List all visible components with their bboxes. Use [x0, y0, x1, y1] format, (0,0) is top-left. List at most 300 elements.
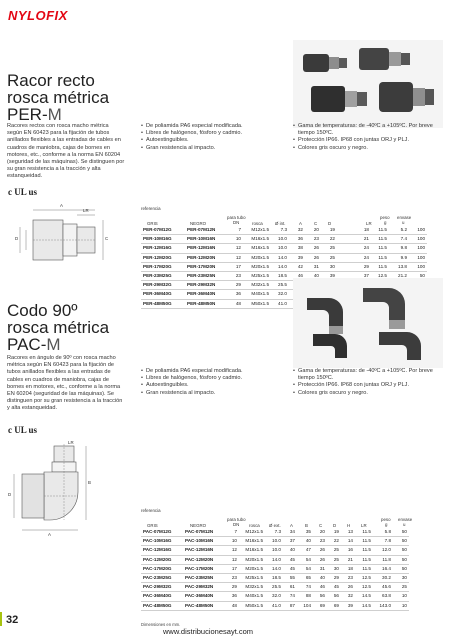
table-cell: PAC-17M20G — [141, 564, 183, 573]
col-c: C — [314, 221, 318, 226]
table-cell: 20 — [313, 528, 327, 537]
table-row — [141, 244, 427, 253]
table-cell: 48 — [225, 601, 239, 610]
col-gris: GRIS — [147, 523, 158, 528]
feature-item: • Protección IP66. IP68 con juntas ORJ y PLJ. — [293, 137, 443, 144]
section1-certifications — [8, 182, 68, 196]
table-cell: 21 — [337, 235, 371, 244]
table-cell: 11.5 — [371, 262, 389, 271]
table-referencia-label: referencia — [141, 206, 161, 211]
table-cell: 11.5 — [371, 226, 389, 235]
table-cell: PAC-12M20N — [183, 555, 225, 564]
table-cell: 12 — [225, 546, 239, 555]
table-cell: PER-36M40N — [185, 290, 229, 299]
ul-certification-icon: c UL us — [8, 187, 38, 197]
table-cell: 54 — [297, 564, 313, 573]
table-cell: M40x1.5 — [239, 592, 265, 601]
feature-item: • Gran resistencia al impacto. — [141, 390, 281, 397]
table-cell: 24 — [337, 253, 371, 262]
table-cell: M40x1.5 — [243, 290, 271, 299]
col-d: D — [333, 523, 337, 528]
section1-code: PER- — [7, 105, 48, 124]
table-cell: PAC-07M12G — [141, 528, 183, 537]
table-cell: PAC-29M32N — [183, 583, 225, 592]
table-cell: 26 — [305, 253, 321, 262]
col-rosca: rosca — [249, 523, 260, 528]
table-cell: 18.5 — [265, 574, 283, 583]
table-cell: 5.8 — [373, 528, 393, 537]
col-negro: NEGRO — [190, 221, 207, 226]
table-cell: 9.9 — [389, 253, 409, 262]
table-cell: M12x1.5 — [243, 226, 271, 235]
table-cell: 40 — [283, 546, 297, 555]
table-cell: 100 — [409, 226, 427, 235]
dim-lr-label: LR — [68, 440, 74, 445]
section2-technical-drawing — [8, 440, 133, 595]
table-cell: 26 — [313, 555, 327, 564]
table-cell: 40 — [313, 574, 327, 583]
nylofix-logo — [8, 7, 80, 23]
table-cell: PAC-12M16N — [183, 546, 225, 555]
table-cell: 23 — [229, 272, 243, 281]
table-cell: 61 — [283, 583, 297, 592]
table-row — [141, 546, 409, 555]
table-cell: 37 — [283, 537, 297, 546]
col-oext: Ø ext. — [269, 523, 281, 528]
table-cell: 7 — [229, 226, 243, 235]
table-cell: M20x1.5 — [239, 555, 265, 564]
table-cell: PER-17M20N — [185, 262, 229, 271]
table-cell: 88 — [297, 592, 313, 601]
table-row — [141, 564, 409, 573]
table-cell: PER-12M16N — [185, 244, 229, 253]
table-cell: 7.3 — [265, 528, 283, 537]
col-dn: DN — [233, 522, 240, 527]
table-cell: 7 — [225, 528, 239, 537]
dim-d-label: D — [8, 492, 12, 497]
table-cell: 9.8 — [389, 244, 409, 253]
table-cell: 19 — [321, 226, 337, 235]
table-cell: PER-07M12N — [185, 226, 229, 235]
table-row — [141, 226, 427, 235]
col-oint: Ø int. — [275, 221, 286, 226]
table-cell: 30 — [327, 564, 341, 573]
table-cell: 23 — [341, 574, 355, 583]
table-cell: 12 — [229, 253, 243, 262]
dim-d-label: D — [15, 236, 19, 241]
col-envase: envase — [397, 215, 412, 220]
col-lr: LR — [361, 523, 367, 528]
table-cell: 11.5 — [355, 546, 373, 555]
table-cell: 7.8 — [373, 537, 393, 546]
table-cell: 16 — [341, 546, 355, 555]
table-cell: PAC-48M50N — [183, 601, 225, 610]
table-row — [141, 601, 409, 610]
section2-certifications — [8, 420, 68, 434]
table-cell: 32 — [289, 226, 305, 235]
page-number: 32 — [6, 614, 19, 626]
table-cell: 24 — [337, 244, 371, 253]
table-cell: PER-23M25N — [185, 272, 229, 281]
dim-b-label: B — [88, 480, 91, 485]
table-cell: PER-12M16G — [141, 244, 185, 253]
section2-code: PAC- — [7, 335, 47, 354]
table-cell: 11.8 — [373, 555, 393, 564]
col-envase-unit: u — [403, 522, 406, 527]
table-cell: PAC-36M40G — [141, 592, 183, 601]
table-cell: 56 — [313, 592, 327, 601]
table-cell: M16x1.5 — [243, 244, 271, 253]
col-peso-unit: g — [385, 522, 388, 527]
dimensions-note: Dimensiones en mm. — [141, 622, 181, 627]
section1-features-b — [293, 123, 443, 152]
table-cell: 23 — [313, 537, 327, 546]
table-row — [141, 592, 409, 601]
table-header — [141, 211, 445, 226]
table-cell: M32x1.5 — [243, 281, 271, 290]
table-cell: 38 — [289, 244, 305, 253]
table-cell: 100 — [409, 253, 427, 262]
table-cell: 63.8 — [373, 592, 393, 601]
table-cell: 7.3 — [271, 226, 289, 235]
table-cell: 12.5 — [355, 583, 373, 592]
feature-item: • Autoextinguibles. — [141, 137, 281, 144]
table-cell: PER-07M12G — [141, 226, 185, 235]
table-cell: 45 — [283, 564, 297, 573]
table-cell: PER-10M16N — [185, 235, 229, 244]
table-cell: 18.5 — [271, 272, 289, 281]
section1-description: Racores rectos con rosca macho métrica según EN 60423 para la fijación de tubos anillados flexibles a las entradas de cables en cuadros de maniobra, cajas de bornes en motores, etc., conforme a la norma EN 60204 (seguridad de las máquinas). Se distinguen por su gran resistencia a la tracción y alta estanqueidad. — [7, 123, 125, 180]
feature-item: • Autoextinguibles. — [141, 382, 281, 389]
section2-table — [141, 508, 445, 611]
section2-title-line1: Codo 90º — [7, 301, 78, 320]
website-url: www.distribucionesayt.com — [163, 627, 254, 636]
table-cell: 50 — [393, 564, 409, 573]
table-cell: 11.5 — [371, 253, 389, 262]
table-cell: M16x1.5 — [239, 537, 265, 546]
table-cell: 143.0 — [373, 601, 393, 610]
table-cell: 25 — [321, 253, 337, 262]
table-row — [141, 253, 427, 262]
table-cell: 18 — [341, 564, 355, 573]
table-cell: 10.0 — [271, 235, 289, 244]
table-cell: M20x1.5 — [239, 564, 265, 573]
table-cell: 5.2 — [389, 226, 409, 235]
table-cell: 12.5 — [355, 574, 373, 583]
table-cell: 39 — [289, 253, 305, 262]
section2-code-suffix: M — [46, 335, 61, 354]
table-cell: 23 — [225, 574, 239, 583]
table-cell: PER-17M20G — [141, 262, 185, 271]
table-cell: 20 — [305, 226, 321, 235]
section2-features-b — [293, 368, 443, 397]
table-row — [141, 583, 409, 592]
section2-title-code — [7, 336, 177, 353]
table-cell: PAC-10M16G — [141, 537, 183, 546]
table-cell: 16.4 — [373, 564, 393, 573]
table-cell: 11.5 — [355, 537, 373, 546]
section1-title — [7, 72, 177, 123]
table-cell: 100 — [409, 262, 427, 271]
col-negro: NEGRO — [190, 523, 207, 528]
table-cell: 39 — [321, 272, 337, 281]
feature-item: • Libres de halógenos, fósforo y cadmio. — [141, 375, 281, 382]
section2-spec-table — [141, 528, 409, 611]
col-envase-unit: u — [402, 220, 405, 225]
col-peso-unit: g — [384, 220, 387, 225]
table-cell: M50x1.5 — [243, 299, 271, 308]
elbow-fittings-image — [293, 278, 443, 368]
table-cell: 32.0 — [271, 290, 289, 299]
col-peso: peso — [381, 517, 391, 522]
table-cell: 14.0 — [271, 262, 289, 271]
table-cell: 40 — [297, 537, 313, 546]
table-cell: PAC-23M25N — [183, 574, 225, 583]
table-cell: M12x1.5 — [239, 528, 265, 537]
table-cell: 100 — [409, 235, 427, 244]
section2-features-a — [141, 368, 281, 397]
table-cell: M20x1.5 — [243, 262, 271, 271]
ul-certification-icon: c UL us — [8, 425, 38, 435]
feature-item: • Gran resistencia al impacto. — [141, 145, 281, 152]
table-cell: M16x1.5 — [243, 235, 271, 244]
table-cell: PAC-48M50G — [141, 601, 183, 610]
table-row — [141, 537, 409, 546]
table-cell: PER-48M50N — [185, 299, 229, 308]
col-a: A — [290, 523, 293, 528]
table-cell: 25 — [393, 583, 409, 592]
section1-title-line1: Racor recto — [7, 71, 95, 90]
col-rosca: rosca — [252, 221, 263, 226]
table-cell: 55 — [283, 574, 297, 583]
table-cell: 50 — [393, 546, 409, 555]
table-cell: 46 — [289, 272, 305, 281]
page-tab-marker — [0, 612, 2, 626]
brand-name: NYLOFIX — [8, 8, 68, 23]
col-d: D — [328, 221, 332, 226]
table-cell: M50x1.5 — [239, 601, 265, 610]
feature-item: • Gama de temperaturas: de -40ºC a +105ºC. Por breve tiempo 150ºC. — [293, 368, 443, 382]
table-cell: PER-23M25G — [141, 272, 185, 281]
table-cell: PAC-12M16G — [141, 546, 183, 555]
feature-item: • De poliamida PA6 especial modificada. — [141, 368, 281, 375]
table-row — [141, 555, 409, 564]
table-cell: 74 — [297, 583, 313, 592]
table-cell: 14.5 — [355, 601, 373, 610]
table-cell: 12 — [225, 555, 239, 564]
table-cell: 26 — [341, 583, 355, 592]
table-cell: 29 — [225, 583, 239, 592]
section1-product-photo — [293, 40, 443, 128]
table-cell: 14.0 — [265, 564, 283, 573]
table-cell: 45 — [327, 583, 341, 592]
feature-item: • Libres de halógenos, fósforo y cadmio. — [141, 130, 281, 137]
table-cell: PAC-36M40N — [183, 592, 225, 601]
table-cell: PER-12M20G — [141, 253, 185, 262]
section1-features-a — [141, 123, 281, 152]
col-b: B — [305, 523, 308, 528]
table-cell: 25.5 — [265, 583, 283, 592]
table-cell: 25 — [327, 555, 341, 564]
table-cell: 74 — [283, 592, 297, 601]
col-h: H — [347, 523, 351, 528]
table-cell: 30.2 — [373, 574, 393, 583]
table-cell: 31 — [313, 564, 327, 573]
table-cell: PER-36M40G — [141, 290, 185, 299]
section2-title-line2: rosca métrica — [7, 318, 110, 337]
table-cell: PER-10M16G — [141, 235, 185, 244]
table-cell: 36 — [289, 235, 305, 244]
table-cell: 21 — [341, 555, 355, 564]
table-cell: 45 — [283, 555, 297, 564]
table-cell: PAC-29M32G — [141, 583, 183, 592]
table-cell: 39 — [341, 601, 355, 610]
table-cell: 29 — [229, 281, 243, 290]
feature-item: • Colores gris oscuro y negro. — [293, 390, 443, 397]
table-cell: 14.0 — [271, 253, 289, 262]
table-cell: 11.5 — [371, 244, 389, 253]
section1-title-code — [7, 106, 177, 123]
table-cell: 10 — [393, 592, 409, 601]
table-cell: 19 — [327, 528, 341, 537]
dim-lr-label: LR — [83, 208, 89, 213]
table-cell: PER-12M20N — [185, 253, 229, 262]
table-cell: 50 — [393, 528, 409, 537]
table-cell: 100 — [409, 244, 427, 253]
table-cell: 12 — [229, 244, 243, 253]
col-c: C — [319, 523, 323, 528]
table-cell: PAC-07M12N — [183, 528, 225, 537]
table-cell: 30 — [321, 262, 337, 271]
table-cell: 41.0 — [271, 299, 289, 308]
table-cell: 26 — [305, 244, 321, 253]
table-cell: M32x1.5 — [239, 583, 265, 592]
section2-description: Racores en ángulo de 90º con rosca macho métrica según EN 60423 para la fijación de tubos anillados flexibles a las entradas de cables en cuadros de maniobra, cajas de bornes en motores, etc., conforme a la norma EN 60204 (seguridad de las máquinas). Se distinguen por su gran resistencia a la tracción y alta estanqueidad. — [7, 355, 123, 412]
col-peso: peso — [380, 215, 390, 220]
table-cell: 56 — [327, 592, 341, 601]
dim-c-label: C — [105, 236, 109, 241]
table-cell: PER-29M32G — [141, 281, 185, 290]
table-cell: 25.5 — [271, 281, 289, 290]
table-cell: 50 — [393, 555, 409, 564]
table-cell: 46 — [313, 583, 327, 592]
table-cell: 37 — [337, 272, 371, 281]
table-cell: 36 — [229, 290, 243, 299]
table-cell: 50 — [393, 537, 409, 546]
table-cell: 10.0 — [265, 537, 283, 546]
feature-item: • Colores gris oscuro y negro. — [293, 145, 443, 152]
table-cell: 87 — [283, 601, 297, 610]
col-dn: DN — [233, 220, 240, 225]
table-cell: 21.2 — [389, 272, 409, 281]
table-cell: 23 — [305, 235, 321, 244]
col-gris: GRIS — [147, 221, 158, 226]
table-cell: 13 — [341, 528, 355, 537]
table-referencia-label: referencia — [141, 508, 161, 513]
table-cell: 12.0 — [373, 546, 393, 555]
table-cell: M25x1.5 — [243, 272, 271, 281]
section1-title-line2: rosca métrica — [7, 88, 110, 107]
table-cell: PAC-12M20G — [141, 555, 183, 564]
table-cell: 36 — [225, 592, 239, 601]
table-cell: 32 — [341, 592, 355, 601]
table-cell: 11.5 — [355, 528, 373, 537]
table-cell: 25 — [321, 244, 337, 253]
table-cell: 69 — [327, 601, 341, 610]
table-cell: 54 — [297, 555, 313, 564]
table-cell: 11.5 — [355, 564, 373, 573]
col-lr: LR — [366, 221, 372, 226]
table-cell: 7.4 — [389, 235, 409, 244]
table-cell: 10 — [229, 235, 243, 244]
table-cell: M20x1.5 — [243, 253, 271, 262]
table-cell: 12.5 — [371, 272, 389, 281]
table-cell: 10 — [393, 601, 409, 610]
table-cell: 69 — [313, 601, 327, 610]
table-cell: 29 — [337, 262, 371, 271]
table-cell: M16x1.5 — [239, 546, 265, 555]
col-a: A — [299, 221, 302, 226]
col-para-tubo: para tubo — [227, 215, 246, 220]
table-cell: 50 — [409, 272, 427, 281]
section2-title — [7, 302, 177, 353]
table-cell: M25x1.5 — [239, 574, 265, 583]
col-envase: envase — [398, 517, 413, 522]
table-cell: 47 — [297, 546, 313, 555]
table-cell: 22 — [321, 235, 337, 244]
section2-product-photo — [293, 278, 443, 368]
table-cell: 104 — [297, 601, 313, 610]
table-cell: 10 — [225, 537, 239, 546]
table-cell: PAC-17M20N — [183, 564, 225, 573]
table-row — [141, 235, 427, 244]
table-cell: 17 — [229, 262, 243, 271]
table-cell: 14 — [341, 537, 355, 546]
table-cell: 10.0 — [271, 244, 289, 253]
table-cell: 35 — [297, 528, 313, 537]
table-cell: PAC-10M16N — [183, 537, 225, 546]
table-cell: 42 — [289, 262, 305, 271]
table-cell: 22 — [327, 537, 341, 546]
table-cell: 65 — [297, 574, 313, 583]
table-cell: 11.5 — [355, 555, 373, 564]
table-cell: 32.0 — [265, 592, 283, 601]
table-cell: 45.6 — [373, 583, 393, 592]
table-cell: PER-29M32N — [185, 281, 229, 290]
feature-item: • Protección IP66. IP68 con juntas ORJ y PLJ. — [293, 382, 443, 389]
table-row — [141, 528, 409, 537]
table-cell: 25 — [327, 546, 341, 555]
table-cell: 48 — [229, 299, 243, 308]
table-row — [141, 574, 409, 583]
table-cell: 34 — [283, 528, 297, 537]
section1-code-suffix: M — [47, 105, 62, 124]
col-para-tubo: para tubo — [227, 517, 246, 522]
table-header — [141, 513, 445, 528]
dim-a-label: A — [60, 203, 63, 208]
table-cell: 17 — [225, 564, 239, 573]
feature-item: • Gama de temperaturas: de -40ºC a +105ºC. Por breve tiempo 150ºC. — [293, 123, 443, 137]
table-cell: 40 — [305, 272, 321, 281]
table-cell: 14.5 — [355, 592, 373, 601]
straight-fittings-image — [293, 40, 443, 128]
table-cell: 18 — [337, 226, 371, 235]
table-cell: 30 — [393, 574, 409, 583]
feature-item: • De poliamida PA6 especial modificada. — [141, 123, 281, 130]
section1-technical-drawing — [8, 202, 128, 272]
table-cell: 13.8 — [389, 262, 409, 271]
table-cell: 29 — [327, 574, 341, 583]
